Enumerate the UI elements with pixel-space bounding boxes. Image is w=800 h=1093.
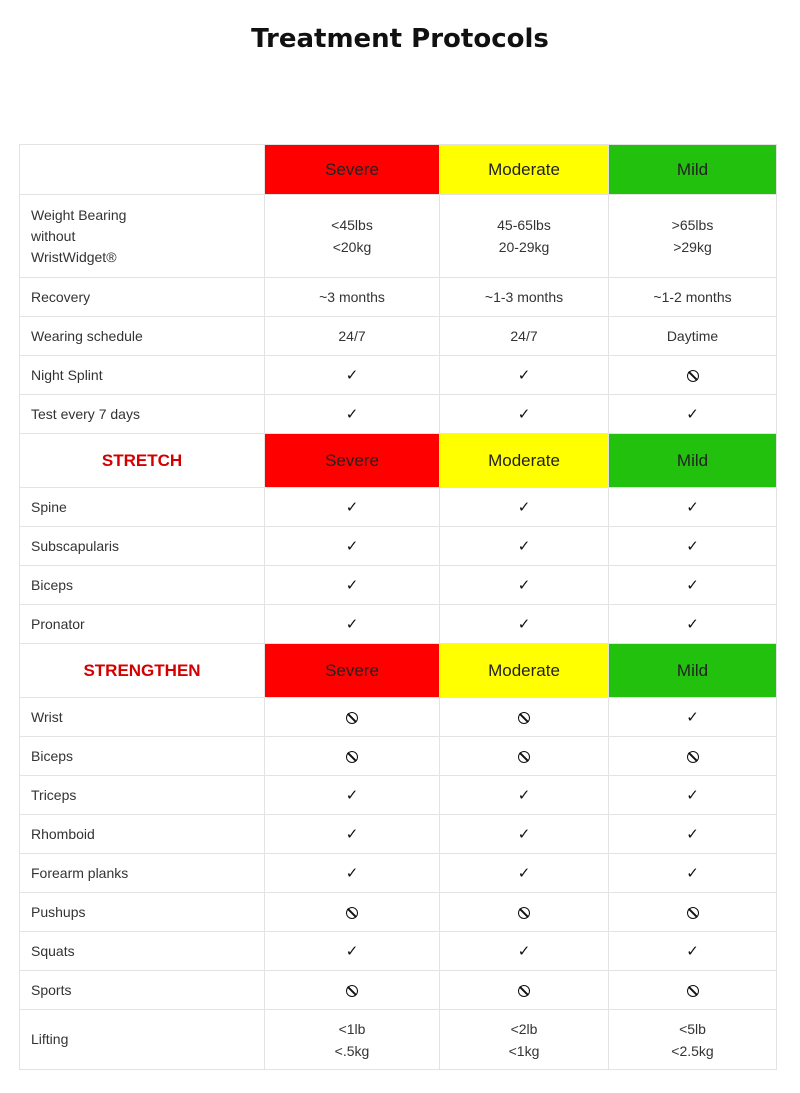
prohibited-icon (518, 751, 530, 763)
mild-cell (609, 566, 777, 605)
check-icon: ✓ (686, 537, 699, 555)
value-line: <45lbs (331, 217, 373, 233)
check-icon: ✓ (345, 864, 359, 882)
severe-header: Severe (265, 434, 440, 488)
check-icon: ✓ (345, 366, 359, 384)
table-row (20, 815, 777, 854)
label-line: without (31, 227, 76, 244)
prohibited-icon (346, 985, 358, 997)
table-row (20, 195, 777, 278)
table-row (20, 527, 777, 566)
mild-header: Mild (609, 434, 777, 488)
severe-cell (265, 527, 440, 566)
severe-cell (265, 698, 440, 737)
row-label-pushups: Pushups (20, 893, 265, 932)
severe-cell (265, 932, 440, 971)
mild-cell (609, 737, 777, 776)
severe-cell (265, 854, 440, 893)
prohibited-icon (687, 907, 699, 919)
check-icon: ✓ (686, 498, 699, 516)
moderate-cell (440, 488, 609, 527)
mild-header: Mild (609, 145, 777, 195)
table-row (20, 278, 777, 317)
moderate-header: Moderate (440, 644, 609, 698)
check-icon: ✓ (345, 498, 359, 516)
mild-cell: Daytime (609, 317, 777, 356)
moderate-cell (440, 737, 609, 776)
moderate-cell (440, 815, 609, 854)
row-label-biceps-stretch: Biceps (20, 566, 265, 605)
value-line: >65lbs (671, 217, 714, 233)
prohibited-icon (687, 751, 699, 763)
strengthen-header-row (20, 644, 777, 698)
protocol-table (19, 144, 777, 1070)
prohibited-icon (687, 370, 699, 382)
row-label-test: Test every 7 days (20, 395, 265, 434)
moderate-cell (440, 356, 609, 395)
value-line: >29kg (673, 239, 712, 255)
table-row (20, 395, 777, 434)
check-icon: ✓ (517, 825, 531, 843)
moderate-cell (440, 527, 609, 566)
check-icon: ✓ (517, 576, 531, 594)
row-label-wearing-schedule: Wearing schedule (20, 317, 265, 356)
mild-cell (609, 932, 777, 971)
row-label-forearm-planks: Forearm planks (20, 854, 265, 893)
severe-header: Severe (265, 644, 440, 698)
table-row (20, 971, 777, 1010)
moderate-cell (440, 566, 609, 605)
severity-header-row (20, 145, 777, 195)
check-icon: ✓ (686, 708, 699, 726)
table-row (20, 317, 777, 356)
value-line: <1lb (338, 1020, 366, 1037)
stretch-section-title: STRETCH (20, 434, 265, 488)
value-line: <5lb (679, 1020, 706, 1037)
value-line: <2lb (510, 1020, 538, 1037)
moderate-cell (440, 971, 609, 1010)
check-icon: ✓ (517, 537, 531, 555)
mild-cell (609, 893, 777, 932)
mild-cell (609, 356, 777, 395)
check-icon: ✓ (345, 576, 359, 594)
moderate-cell (440, 395, 609, 434)
row-label-biceps-strength: Biceps (20, 737, 265, 776)
severe-cell (265, 776, 440, 815)
check-icon: ✓ (517, 864, 531, 882)
prohibited-icon (518, 907, 530, 919)
severe-cell (265, 566, 440, 605)
check-icon: ✓ (517, 405, 531, 423)
table-row (20, 356, 777, 395)
table-row (20, 737, 777, 776)
empty-header-cell (20, 145, 265, 195)
mild-cell (609, 776, 777, 815)
moderate-cell (440, 932, 609, 971)
mild-cell: ~1-2 months (609, 278, 777, 317)
check-icon: ✓ (345, 405, 359, 423)
table-row (20, 893, 777, 932)
value-line: 20-29kg (498, 239, 550, 255)
moderate-cell (440, 1010, 609, 1070)
check-icon: ✓ (686, 864, 699, 882)
table-row (20, 854, 777, 893)
mild-cell (609, 815, 777, 854)
page-title: Treatment Protocols (251, 24, 549, 54)
mild-cell (609, 195, 777, 278)
moderate-cell (440, 776, 609, 815)
severe-cell (265, 1010, 440, 1070)
prohibited-icon (518, 712, 530, 724)
mild-cell (609, 971, 777, 1010)
table-row (20, 776, 777, 815)
moderate-cell (440, 854, 609, 893)
value-line: 45-65lbs (497, 217, 551, 233)
check-icon: ✓ (517, 786, 531, 804)
table-row (20, 698, 777, 737)
row-label-wrist: Wrist (20, 698, 265, 737)
table-row (20, 1010, 777, 1070)
severe-cell: 24/7 (265, 317, 440, 356)
prohibited-icon (346, 712, 358, 724)
check-icon: ✓ (686, 825, 699, 843)
prohibited-icon (518, 985, 530, 997)
severe-cell (265, 893, 440, 932)
prohibited-icon (346, 751, 358, 763)
check-icon: ✓ (345, 825, 359, 843)
table-row (20, 605, 777, 644)
severe-cell (265, 737, 440, 776)
value-line: <2.5kg (671, 1042, 714, 1059)
severe-cell: ~3 months (265, 278, 440, 317)
severe-cell (265, 605, 440, 644)
check-icon: ✓ (345, 786, 359, 804)
mild-cell (609, 527, 777, 566)
severe-cell (265, 356, 440, 395)
value-line: <.5kg (334, 1042, 370, 1059)
check-icon: ✓ (517, 942, 531, 960)
table-row (20, 566, 777, 605)
severe-cell (265, 395, 440, 434)
row-label-subscapularis: Subscapularis (20, 527, 265, 566)
value-line: <1kg (508, 1042, 540, 1059)
moderate-cell: ~1-3 months (440, 278, 609, 317)
severe-cell (265, 971, 440, 1010)
severe-cell (265, 815, 440, 854)
moderate-cell (440, 605, 609, 644)
severe-cell (265, 488, 440, 527)
row-label-spine: Spine (20, 488, 265, 527)
moderate-cell (440, 893, 609, 932)
mild-cell (609, 488, 777, 527)
mild-header: Mild (609, 644, 777, 698)
severe-cell (265, 195, 440, 278)
prohibited-icon (346, 907, 358, 919)
mild-cell (609, 854, 777, 893)
value-line: <20kg (332, 239, 372, 255)
row-label-night-splint: Night Splint (20, 356, 265, 395)
row-label-triceps: Triceps (20, 776, 265, 815)
moderate-header: Moderate (440, 145, 609, 195)
mild-cell (609, 1010, 777, 1070)
row-label-weight-bearing (20, 195, 265, 278)
label-line: WristWidget® (31, 248, 117, 265)
row-label-lifting: Lifting (20, 1010, 265, 1070)
check-icon: ✓ (345, 942, 359, 960)
check-icon: ✓ (686, 786, 699, 804)
row-label-squats: Squats (20, 932, 265, 971)
severe-header: Severe (265, 145, 440, 195)
moderate-cell (440, 698, 609, 737)
check-icon: ✓ (686, 576, 699, 594)
check-icon: ✓ (686, 615, 699, 633)
row-label-pronator: Pronator (20, 605, 265, 644)
row-label-rhomboid: Rhomboid (20, 815, 265, 854)
check-icon: ✓ (686, 405, 699, 423)
check-icon: ✓ (517, 366, 531, 384)
check-icon: ✓ (345, 615, 359, 633)
check-icon: ✓ (517, 498, 531, 516)
moderate-cell: 24/7 (440, 317, 609, 356)
mild-cell (609, 395, 777, 434)
table-row (20, 932, 777, 971)
strengthen-section-title: STRENGTHEN (20, 644, 265, 698)
table-row (20, 488, 777, 527)
label-line: Weight Bearing (31, 206, 127, 223)
check-icon: ✓ (686, 942, 699, 960)
row-label-sports: Sports (20, 971, 265, 1010)
stretch-header-row (20, 434, 777, 488)
row-label-recovery: Recovery (20, 278, 265, 317)
moderate-header: Moderate (440, 434, 609, 488)
check-icon: ✓ (345, 537, 359, 555)
check-icon: ✓ (517, 615, 531, 633)
prohibited-icon (687, 985, 699, 997)
mild-cell (609, 698, 777, 737)
moderate-cell (440, 195, 609, 278)
mild-cell (609, 605, 777, 644)
